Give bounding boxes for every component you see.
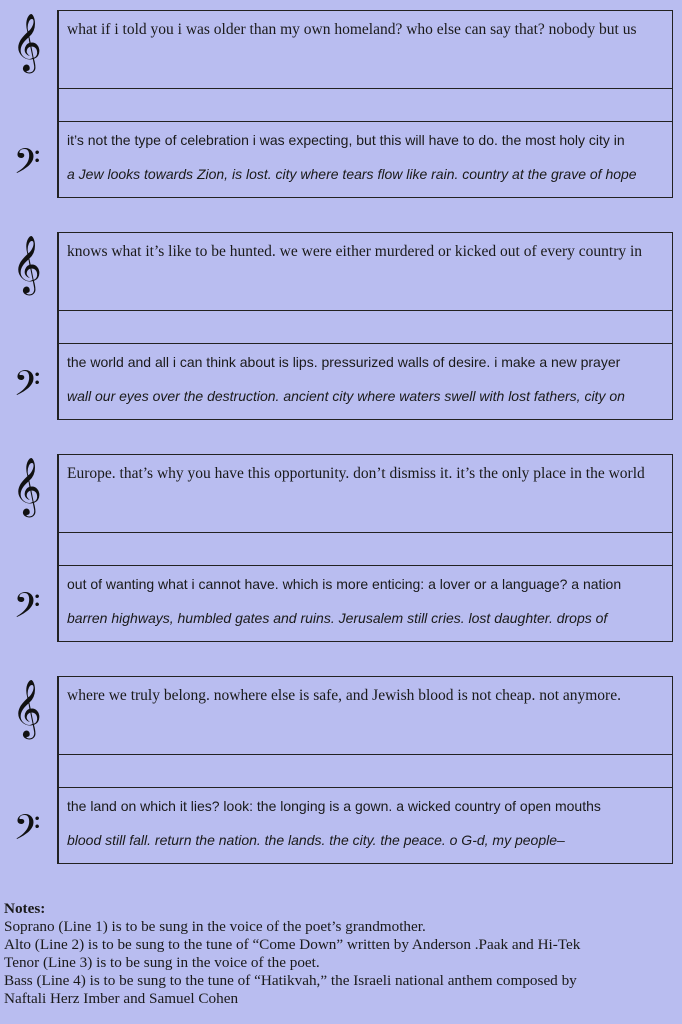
treble-clef-icon: 𝄞 (12, 457, 42, 515)
notes-title: Notes: (4, 900, 46, 917)
note-line: Soprano (Line 1) is to be sung in the voice of the poet’s grandmother. (4, 918, 426, 935)
tenor-line: the world and all i can think about is lips. pressurized walls of desire. i make a new prayer (67, 354, 621, 370)
bass-line: barren highways, humbled gates and ruins. Jerusalem still cries. lost daughter. drops of (67, 610, 608, 626)
treble-clef-icon: 𝄞 (12, 235, 42, 293)
bass-clef-icon: 𝄢 (13, 807, 41, 856)
note-line: Bass (Line 4) is to be sung to the tune of “Hatikvah,” the Israeli national anthem composed by (4, 972, 577, 989)
bass-line: a Jew looks towards Zion, is lost. city where tears flow like rain. country at the grave of hope (67, 166, 637, 182)
divider (59, 787, 672, 788)
stanza-box (57, 676, 673, 864)
bass-line: blood still fall. return the nation. the lands. the city. the peace. o G-d, my people– (67, 832, 565, 848)
note-line: Alto (Line 2) is to be sung to the tune of “Come Down” written by Anderson .Paak and Hi-Tek (4, 936, 581, 953)
note-line: Tenor (Line 3) is to be sung in the voice of the poet. (4, 954, 320, 971)
divider (59, 343, 672, 344)
bass-line: wall our eyes over the destruction. ancient city where waters swell with lost fathers, city on (67, 388, 625, 404)
bass-clef-icon: 𝄢 (13, 585, 41, 634)
tenor-line: the land on which it lies? look: the longing is a gown. a wicked country of open mouths (67, 798, 601, 814)
system-4 (0, 676, 682, 876)
bass-clef-icon: 𝄢 (13, 141, 41, 190)
divider (59, 532, 672, 533)
notes-section (4, 900, 680, 1008)
divider (59, 565, 672, 566)
divider (59, 310, 672, 311)
treble-clef-icon: 𝄞 (12, 679, 42, 737)
system-2 (0, 232, 682, 432)
note-line: Naftali Herz Imber and Samuel Cohen (4, 990, 239, 1007)
system-1 (0, 10, 682, 210)
divider (59, 754, 672, 755)
divider (59, 88, 672, 89)
soprano-line: knows what it’s like to be hunted. we were either murdered or kicked out of every country in (67, 243, 643, 260)
soprano-line: where we truly belong. nowhere else is safe, and Jewish blood is not cheap. not anymore. (67, 687, 621, 704)
tenor-line: out of wanting what i cannot have. which is more enticing: a lover or a language? a nation (67, 576, 622, 592)
stanza-box (57, 232, 673, 420)
system-3 (0, 454, 682, 654)
soprano-line: what if i told you i was older than my own homeland? who else can say that? nobody but us (67, 21, 637, 38)
stanza-box (57, 454, 673, 642)
soprano-line: Europe. that’s why you have this opportunity. don’t dismiss it. it’s the only place in the world (67, 465, 645, 482)
divider (59, 121, 672, 122)
bass-clef-icon: 𝄢 (13, 363, 41, 412)
treble-clef-icon: 𝄞 (12, 13, 42, 71)
tenor-line: it’s not the type of celebration i was expecting, but this will have to do. the most holy city in (67, 132, 625, 148)
stanza-box (57, 10, 673, 198)
